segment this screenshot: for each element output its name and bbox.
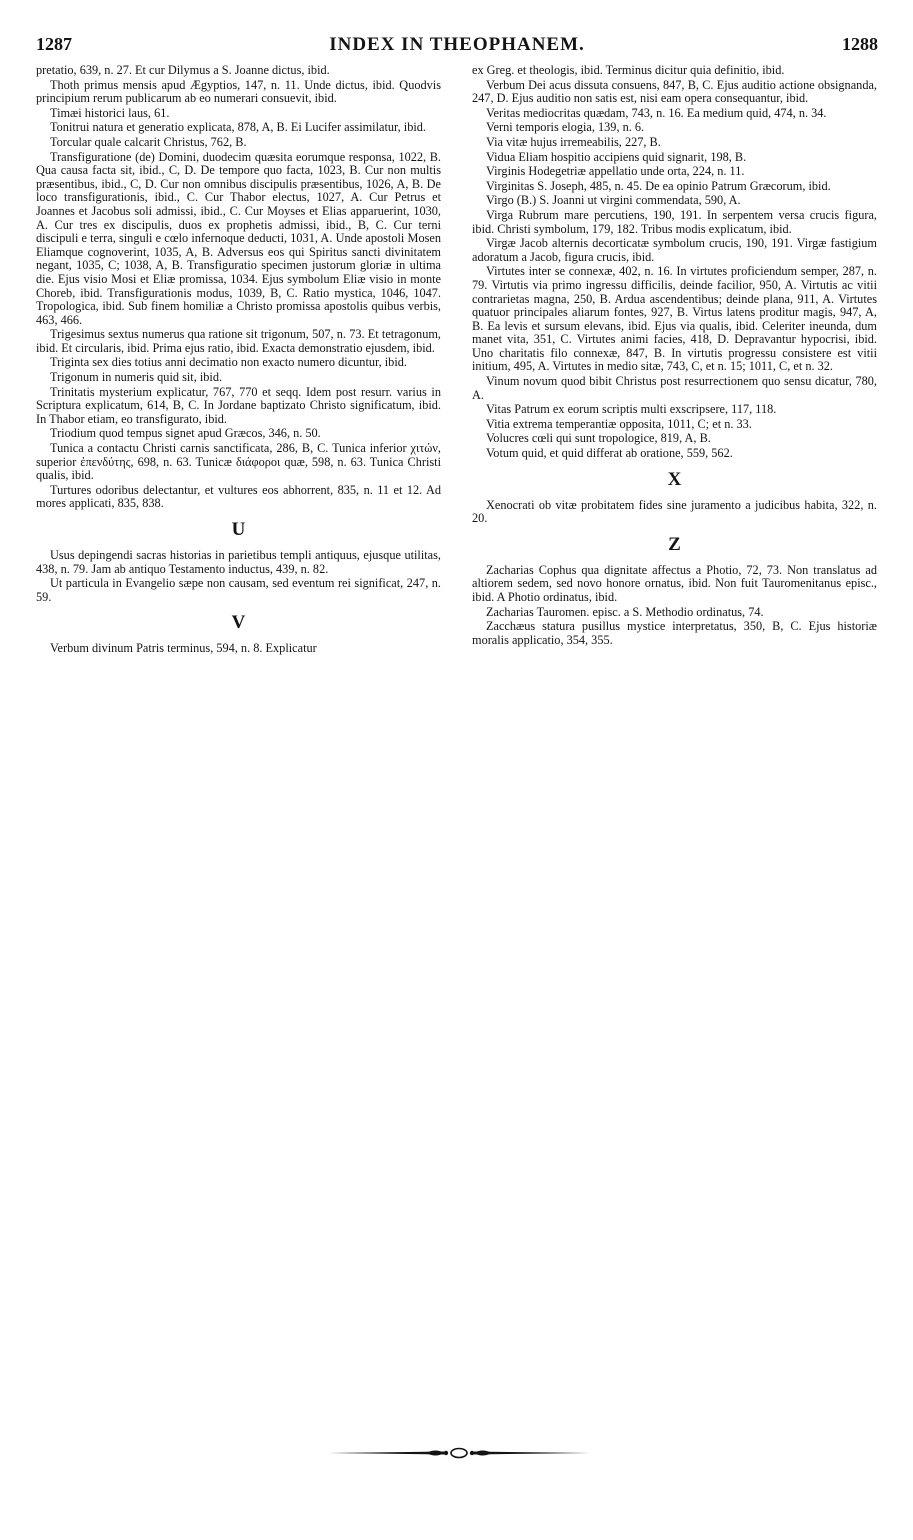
index-entry: Thoth primus mensis apud Ægyptios, 147, n. 11. Unde dictus, ibid. Quodvis principium rerum publicarum ab eo numerari consuevit, ibid.	[36, 77, 441, 106]
index-entry: Virginitas S. Joseph, 485, n. 45. De ea opinio Patrum Græcorum, ibid.	[486, 178, 831, 193]
index-entry: Trigesimus sextus numerus qua ratione sit trigonum, 507, n. 73. Et tetragonum, ibid. Et circularis, ibid. Prima ejus ratio, ibid. Exacta demonstratio ejusdem, ibid.	[36, 327, 441, 355]
index-entry: Usus depingendi sacras historias in parietibus templi antiquus, ejusque utilitas, 438, n. 79. Jam ab antiquo Testamento inductus, 439, n. 82.	[36, 548, 441, 576]
index-entry: Trinitatis mysterium explicatur, 767, 770 et seqq. Idem post resurr. varius in Scriptura explicatum, 614, B, C. In Jordane baptizato Christo significatum, ibid. In Thabor etiam, eo transfigurato, ibid.	[36, 384, 441, 426]
index-entry: Volucres cœli qui sunt tropologice, 819, A, B.	[486, 431, 711, 446]
index-entry: Via vitæ hujus irremeabilis, 227, B.	[486, 134, 661, 149]
left-column	[36, 64, 441, 657]
index-entry: Trigonum in numeris quid sit, ibid.	[50, 370, 223, 385]
index-entry: Verni temporis elogia, 139, n. 6.	[486, 120, 645, 135]
section-letter-z: Z	[668, 533, 681, 555]
section-letter-v: V	[231, 612, 246, 634]
index-entry: Virga Rubrum mare percutiens, 190, 191. In serpentem versa crucis figura, ibid. Christi symbolum, 179, 182. Tribus modis explicatum, ibid.	[472, 207, 877, 236]
section-letter-x: X	[667, 468, 682, 490]
page-header	[36, 34, 878, 56]
page-number-left: 1287	[36, 34, 72, 54]
index-entry: Virginis Hodegetriæ appellatio unde orta, 224, n. 11.	[486, 164, 745, 179]
index-entry: Zacchæus statura pusillus mystice interpretatus, 350, B, C. Ejus historiæ moralis applicatio, 354, 355.	[472, 619, 877, 647]
section-letter-u: U	[231, 519, 246, 540]
page-number-right: 1288	[842, 34, 878, 54]
index-entry: Virtutes inter se connexæ, 402, n. 16. In virtutes proficiendum semper, 287, n. 79. Virtutis via primo ingressu difficilis, deinde facilior, 950, A. Virtutis ac vitii contrarietas magna, 250, B. Ardua ascendentibus; deinde plana, 911, A. Virtutes quatuor principales aliarum fontes, 927, B. Virtus latens proditur magis, 947, A, B. Ea levis et sursum elevans, ibid. Ejus via qualis, ibid. Celeriter ineunda, dum manet vita, 351, C. Virtutes animi facies, 418, D. Depravantur hypocrisi, ibid. Uno charitatis filo connexæ, 847, B. In virtutis progressu consistere est vitii initium, 495, A. Virtutes in medio sitæ, 743, C, et n. 15; 1011, C, et n. 32.	[472, 264, 877, 374]
index-entry: Vitia extrema temperantiæ opposita, 1011, C; et n. 33.	[486, 416, 752, 431]
index-entry: pretatio, 639, n. 27. Et cur Dilymus a S. Joanne dictus, ibid.	[36, 63, 330, 77]
index-entry: Verbum divinum Patris terminus, 594, n. 8. Explicatur	[50, 641, 317, 656]
index-entry: Transfiguratione (de) Domini, duodecim quæsita eorumque responsa, 1022, B. Qua causa facta sit, ibid., C, D. De tempore quo facta, 1023, B. Cur non multis præsentibus, ibid., C, D. Cur non omnibus discipulis præsentibus, 1026, A, B. De loco transfigurationis, ibid., C. Cur Thabor electus, 1027, A. Cur Petrus et Joannes et Jacobus soli admissi, ibid., C. Cur Moyses et Elias apparuerint, 1030, A. Cur tres ex discipulis, duos ex prophetis admissi, ibid., B, C. Cur terni discipuli e terra, singuli e cœlo infernoque deducti, 1031, A. Unde apostoli Mosen Eliamque cognoverint, 1035, A, B. Adversus eos qui Spiritus sancti divinitatem negant, 1035, C; 1038, A, B. Transfiguratio specimen justorum gloriæ in ultima die. Ejus visio Mosi et Eliæ promissa, 1034. Ejus symbolum Eliæ visio in monte Choreb, ibid. Transfigurationis modus, 1039, B, C. Ratio mystica, 1046, 1047. Tropologica, ibid. Sub finem homiliæ a Christo promissa apostolis quibus verbis, 463, 466.	[36, 149, 441, 327]
index-entry: Zacharias Cophus qua dignitate affectus a Photio, 72, 73. Non translatus ad altiorem sedem, sed novo honore ornatus, ibid. Non fuit Tauromenitanus episc., ibid. A Photio ordinatus, ibid.	[472, 562, 877, 604]
index-entry: Vidua Eliam hospitio accipiens quid signarit, 198, B.	[486, 149, 747, 164]
index-entry: Virgo (B.) S. Joanni ut virgini commendata, 590, A.	[486, 193, 741, 208]
index-entry: ex Greg. et theologis, ibid. Terminus dicitur quia definitio, ibid.	[472, 63, 785, 77]
index-entry: Tonitrui natura et generatio explicata, 878, A, B. Ei Lucifer assimilatur, ibid.	[50, 120, 426, 135]
index-entry: Vitas Patrum ex eorum scriptis multi exscripsere, 117, 118.	[486, 402, 777, 417]
running-title: INDEX IN THEOPHANEM.	[329, 34, 585, 55]
index-entry: Zacharias Tauromen. episc. a S. Methodio ordinatus, 74.	[486, 604, 764, 619]
index-entry: Verbum Dei acus dissuta consuens, 847, B, C. Ejus auditio actione obsignanda, 247, D. Ejus auditio non satis est, nisi eam opera consequantur, ibid.	[472, 77, 877, 106]
index-entry: Votum quid, et quid differat ab oratione, 559, 562.	[486, 446, 733, 461]
index-entry: Ut particula in Evangelio sæpe non causam, sed eventum rei significat, 247, n. 59.	[36, 576, 441, 604]
right-column	[472, 64, 877, 648]
index-entry: Torcular quale calcarit Christus, 762, B.	[50, 134, 247, 149]
index-entry: Triodium quod tempus signet apud Græcos, 346, n. 50.	[50, 426, 321, 441]
index-entry: Virgæ Jacob alternis decorticatæ symbolum crucis, 190, 191. Virgæ fastigium adoratum a Jacob, figura crucis, ibid.	[472, 236, 877, 264]
end-ornament	[326, 1446, 592, 1460]
index-entry: Timæi historici laus, 61.	[50, 105, 170, 120]
index-entry: Tunica a contactu Christi carnis sanctificata, 286, B, C. Tunica inferior χιτών, superior ἐπενδύτης, 698, n. 63. Tunicæ διάφοροι quæ, 598, n. 63. Tunica Christi qualis, ibid.	[36, 441, 441, 483]
index-entry: Turtures odoribus delectantur, et vultures eos abhorrent, 835, n. 11 et 12. Ad mores applicati, 835, 838.	[36, 482, 441, 511]
index-entry: Vinum novum quod bibit Christus post resurrectionem quo sensu dicatur, 780, A.	[472, 374, 877, 402]
index-entry: Xenocrati ob vitæ probitatem fides sine juramento a judicibus habita, 322, n. 20.	[472, 497, 877, 526]
index-entry: Veritas mediocritas quædam, 743, n. 16. Ea medium quid, 474, n. 34.	[486, 105, 827, 120]
index-entry: Triginta sex dies totius anni decimatio non exacto numero dicuntur, ibid.	[50, 355, 407, 370]
